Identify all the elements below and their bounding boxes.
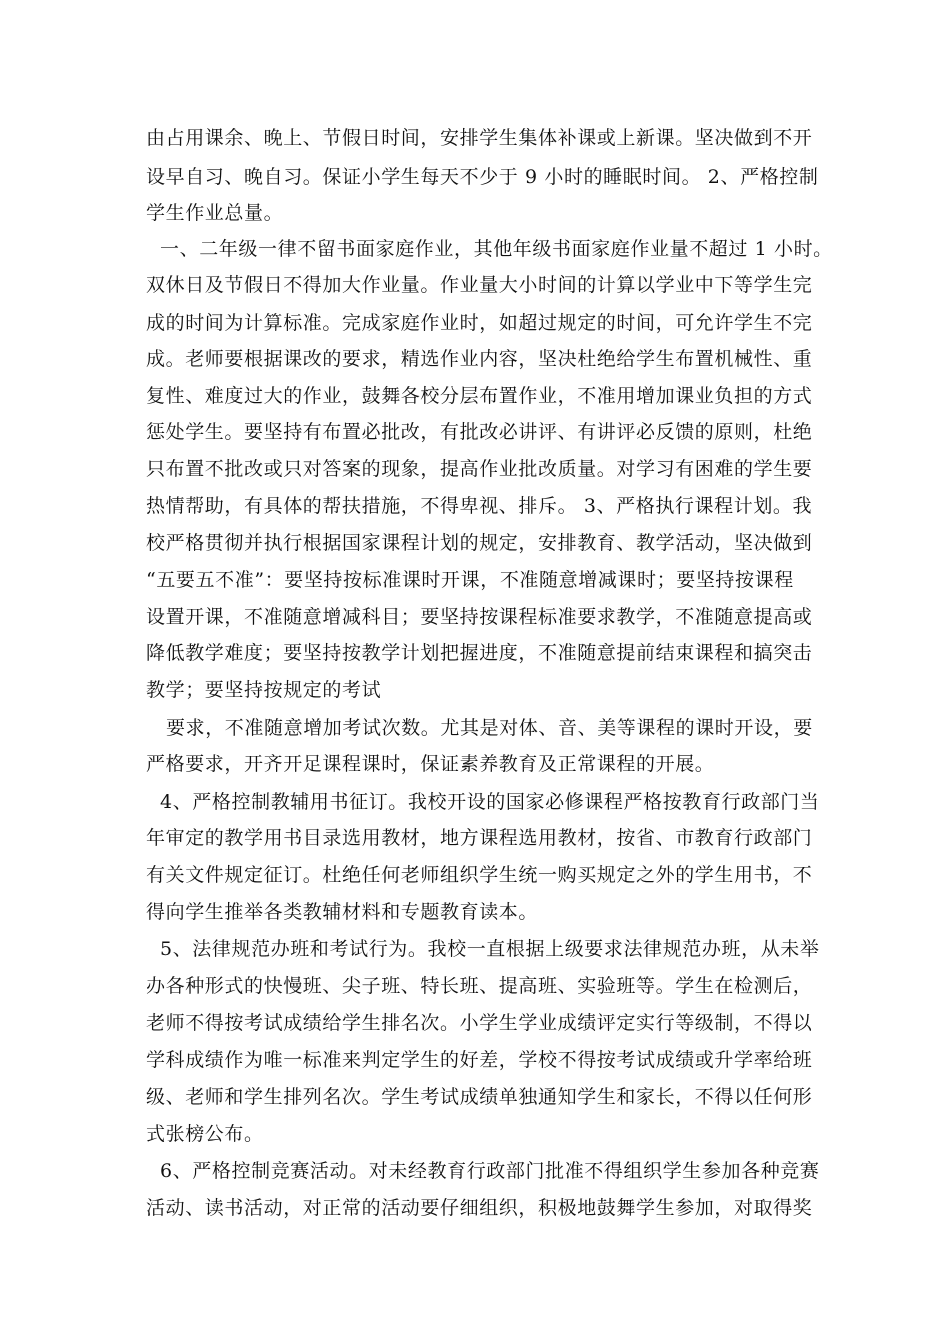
text-line: 办各种形式的快慢班、尖子班、特长班、提高班、实验班等。学生在检测后， bbox=[146, 975, 813, 997]
text-line: 学生作业总量。 bbox=[146, 202, 284, 224]
text-line: 严格要求，开齐开足课程课时，保证素养教育及正常课程的开展。 bbox=[146, 753, 715, 775]
text-line: 4、严格控制教辅用书征订。我校开设的国家必修课程严格按教育行政部门当 bbox=[160, 791, 820, 813]
text-line: 设置开课，不准随意增减科目；要坚持按课程标准要求教学，不准随意提高或 bbox=[146, 606, 813, 628]
text-line: 要求，不准随意增加考试次数。尤其是对体、音、美等课程的课时开设，要 bbox=[166, 717, 813, 739]
text-line: 级、老师和学生排列名次。学生考试成绩单独通知学生和家长，不得以任何形 bbox=[146, 1086, 813, 1108]
text-line: 热情帮助，有具体的帮扶措施，不得卑视、排斥。 3、严格执行课程计划。我 bbox=[146, 495, 813, 517]
text-line: 成的时间为计算标准。完成家庭作业时，如超过规定的时间，可允许学生不完 bbox=[146, 312, 813, 334]
text-line: 教学；要坚持按规定的考试 bbox=[146, 679, 382, 701]
text-line: “五要五不准”：要坚持按标准课时开课，不准随意增减课时；要坚持按课程 bbox=[146, 569, 794, 591]
text-line: 老师不得按考试成绩给学生排名次。小学生学业成绩评定实行等级制，不得以 bbox=[146, 1012, 813, 1034]
text-line: 5、法律规范办班和考试行为。我校一直根据上级要求法律规范办班，从未举 bbox=[160, 938, 820, 960]
text-line: 设早自习、晚自习。保证小学生每天不少于 9 小时的睡眠时间。 2、严格控制 bbox=[146, 166, 819, 188]
text-line: 只布置不批改或只对答案的现象，提高作业批改质量。对学习有困难的学生要 bbox=[146, 458, 813, 480]
text-line: 年审定的教学用书目录选用教材，地方课程选用教材，按省、市教育行政部门 bbox=[146, 827, 813, 849]
text-line: 成。老师要根据课改的要求，精选作业内容，坚决杜绝给学生布置机械性、重 bbox=[146, 348, 813, 370]
text-line: 由占用课余、晚上、节假日时间，安排学生集体补课或上新课。坚决做到不开 bbox=[146, 127, 813, 149]
text-line: 校严格贯彻并执行根据国家课程计划的规定，安排教育、教学活动，坚决做到 bbox=[146, 532, 813, 554]
text-line: 复性、难度过大的作业，鼓舞各校分层布置作业，不准用增加课业负担的方式 bbox=[146, 385, 813, 407]
text-line: 式张榜公布。 bbox=[146, 1123, 264, 1145]
text-line: 双休日及节假日不得加大作业量。作业量大小时间的计算以学业中下等学生完 bbox=[146, 274, 813, 296]
text-line: 得向学生推举各类教辅材料和专题教育读本。 bbox=[146, 901, 539, 923]
text-line: 一、二年级一律不留书面家庭作业，其他年级书面家庭作业量不超过 1 小时。 bbox=[160, 238, 833, 260]
text-line: 学科成绩作为唯一标准来判定学生的好差，学校不得按考试成绩或升学率给班 bbox=[146, 1049, 813, 1071]
text-line: 有关文件规定征订。杜绝任何老师组织学生统一购买规定之外的学生用书，不 bbox=[146, 864, 813, 886]
text-line: 6、严格控制竞赛活动。对未经教育行政部门批准不得组织学生参加各种竞赛 bbox=[160, 1160, 820, 1182]
text-line: 降低教学难度；要坚持按教学计划把握进度，不准随意提前结束课程和搞突击 bbox=[146, 642, 813, 664]
text-line: 惩处学生。要坚持有布置必批改，有批改必讲评、有讲评必反馈的原则，杜绝 bbox=[146, 421, 813, 443]
text-line: 活动、读书活动，对正常的活动要仔细组织，积极地鼓舞学生参加，对取得奖 bbox=[146, 1197, 813, 1219]
